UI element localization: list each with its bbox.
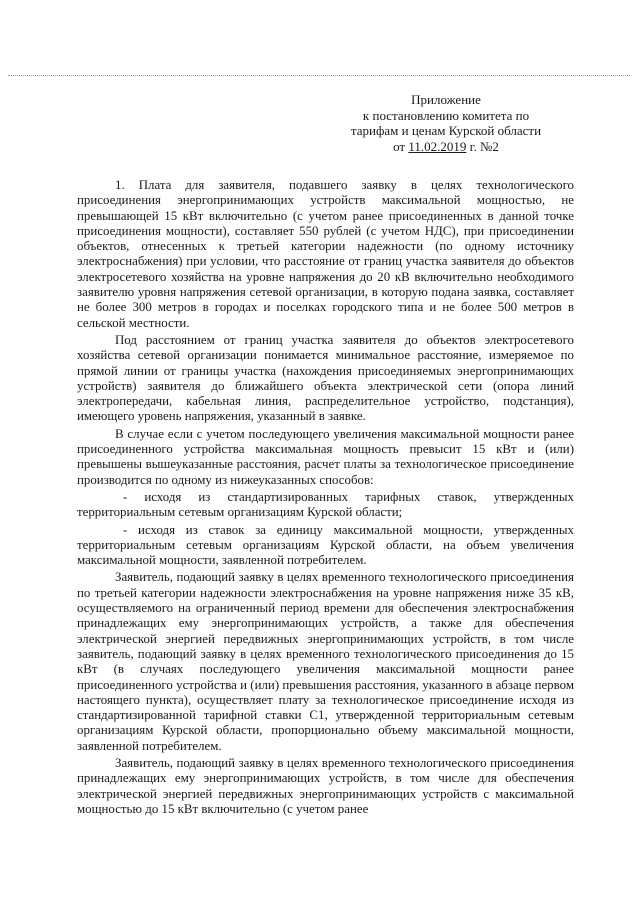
date-value: 11.02.2019: [408, 138, 467, 154]
appendix-header: [336, 92, 556, 154]
paragraph-5: Заявитель, подающий заявку в целях временного технологического присоединения принадлежащих ему энергопринимающих устройств, в том числе для обеспечения электрической энергией передвижных энергопринимающих устройств с максимальной мощностью до 15 кВт включительно (с учетом ранее: [77, 755, 574, 816]
appendix-title: Приложение: [411, 92, 481, 107]
date-suffix: г. №2: [466, 138, 499, 154]
list-item-2: - исходя из ставок за единицу максимальной мощности, утвержденных территориальным сетевым организациям Курской области, на объем увеличения максимальной мощности, заявленной потребителем.: [77, 522, 574, 568]
date-prefix: от: [393, 138, 409, 154]
appendix-subtitle-line-1: к постановлению комитета по: [362, 107, 530, 123]
scan-artifact-line: [8, 75, 630, 76]
appendix-date-line: [336, 139, 556, 155]
list-item-1: - исходя из стандартизированных тарифных ставок, утвержденных территориальным сетевым организациям Курской области;: [77, 489, 574, 520]
paragraph-1: 1. Плата для заявителя, подавшего заявку в целях технологического присоединения энергопринимающих устройств максимальной мощностью, не превышающей 15 кВт включительно (с учетом ранее присоединенных в данной точке присоединения мощности), составляет 550 рублей (с учетом НДС), при присоединении объектов, отнесенных к третьей категории надежности (по одному источнику электроснабжения) при условии, что расстояние от границ участка заявителя до объектов электросетевого хозяйства на уровне напряжения до 20 кВ включительно необходимого заявителю уровня напряжения сетевой организации, в которую подана заявка, составляет не более 300 метров в городах и поселках городского типа и не более 500 метров в сельской местности.: [77, 178, 574, 330]
paragraph-4: Заявитель, подающий заявку в целях временного технологического присоединения по третьей категории надежности электроснабжения на уровне напряжения ниже 35 кВ, осуществляемого на ограниченный период времени для обеспечения электроснабжения принадлежащих ему энергопринимающих устройств, а также для обеспечения электрической энергией передвижных энергопринимающих устройств, в том числе заявитель, подающий заявку в целях временного технологического присоединения до 15 кВт (в случаях последующего увеличения максимальной мощности ранее присоединенного устройства и (или) превышения расстояния, указанного в абзаце первом настоящего пункта), осуществляет плату за технологическое присоединение исходя из стандартизированной тарифной ставки С1, утвержденной территориальным сетевым организациям Курской области, пропорционально объему максимальной мощности, заявленной потребителем.: [77, 570, 574, 753]
appendix-subtitle-line-2: тарифам и ценам Курской области: [350, 123, 542, 138]
paragraph-3: В случае если с учетом последующего увеличения максимальной мощности ранее присоединенного устройства максимальная мощность превысит 15 кВт и (или) превышены вышеуказанные расстояния, расчет платы за технологическое присоединение производится по одному из нижеуказанных способов:: [77, 426, 574, 487]
document-body: [77, 178, 574, 819]
paragraph-2: Под расстоянием от границ участка заявителя до объектов электросетевого хозяйства сетевой организации понимается минимальное расстояние, измеряемое по прямой линии от границы участка (нахождения присоединяемых энергопринимающих устройств) заявителя до ближайшего объекта электрической сети (опора линий электропередачи, кабельная линия, распределительное устройство, подстанция), имеющего уровень напряжения, указанный в заявке.: [77, 332, 574, 424]
